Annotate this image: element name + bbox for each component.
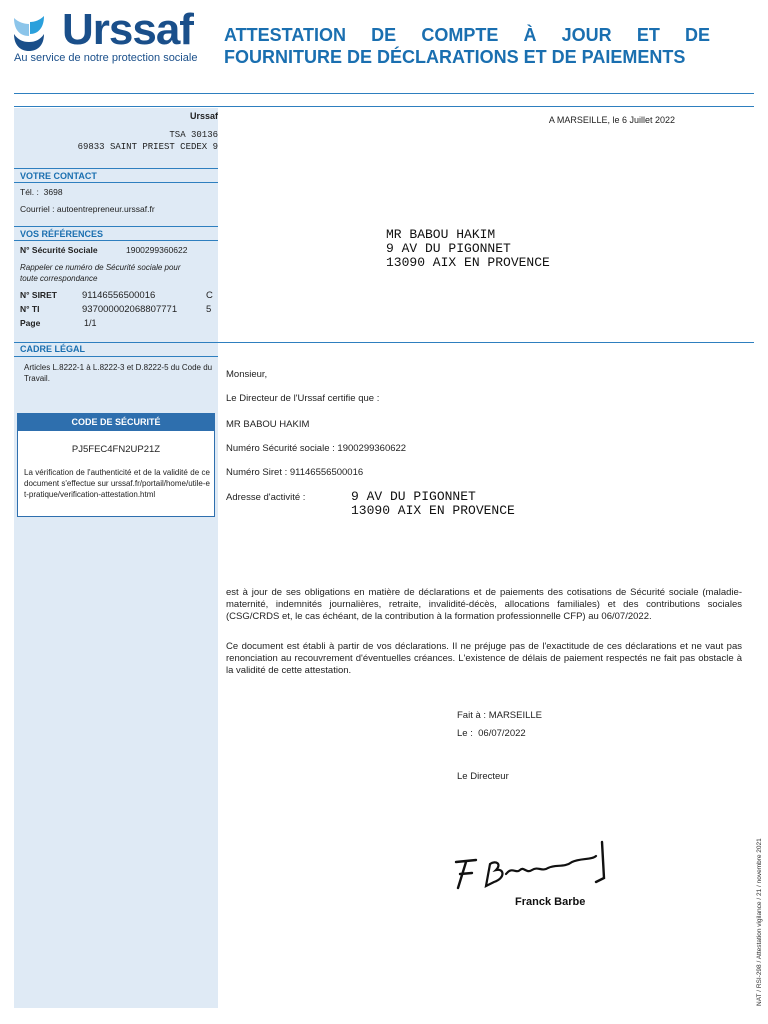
- security-heading: CODE DE SÉCURITÉ: [18, 414, 214, 431]
- certify-text: Le Directeur de l'Urssaf certifie que :: [226, 393, 380, 404]
- le-value: 06/07/2022: [478, 728, 526, 739]
- fait-label: Fait à :: [457, 710, 487, 721]
- sender-line-1: TSA 30136: [169, 130, 218, 140]
- contact-tel: [20, 187, 63, 197]
- ti-suffix: 5: [206, 304, 212, 315]
- salutation: Monsieur,: [226, 369, 268, 380]
- ti-label: N° TI: [20, 304, 40, 314]
- urssaf-logo-icon: [12, 14, 46, 52]
- security-text: La vérification de l'authenticité et de la validité de ce document s'effectue sur urssaf.fr/portail/home/utile-et-pratique/verification-attestation.html: [24, 468, 210, 499]
- brand-name: Urssaf: [62, 5, 193, 54]
- legal-text: Articles L.8222-1 à L.8222-3 et D.8222-5 du Code du Travail.: [24, 363, 213, 383]
- email-value: autoentrepreneur.urssaf.fr: [56, 204, 155, 214]
- recipient-line-2: 9 AV DU PIGONNET: [386, 241, 511, 256]
- recipient-line-1: MR BABOU HAKIM: [386, 227, 496, 242]
- handwritten-signature: [446, 838, 616, 894]
- siret-label: N° SIRET: [20, 290, 57, 300]
- date-line: [457, 728, 526, 739]
- title-line-2: FOURNITURE DE DÉCLARATIONS ET DE PAIEMENTS: [224, 47, 686, 67]
- recipient-address: [386, 228, 550, 270]
- nss-label: N° Sécurité Sociale: [20, 245, 98, 255]
- activity-line-2: 13090 AIX EN PROVENCE: [351, 503, 515, 518]
- header-divider: [14, 93, 754, 94]
- recipient-line-3: 13090 AIX EN PROVENCE: [386, 255, 550, 270]
- tel-value: 3698: [43, 187, 63, 197]
- siret-suffix: C: [206, 290, 213, 301]
- paragraph-disclaimer: Ce document est établi à partir de vos déclarations. Il ne préjuge pas de l'exactitude de ces déclarations et ne vaut pas renonciation au recouvrement d'éventuelles créances. L'existence de délais de paiement respectés ne fait pas obstacle à la validité de cette attestation.: [226, 641, 742, 676]
- activity-line-1: 9 AV DU PIGONNET: [351, 489, 476, 504]
- references-heading: VOS RÉFÉRENCES: [14, 226, 218, 241]
- paragraph-obligations: est à jour de ses obligations en matière de déclarations et de paiements des cotisations de Sécurité sociale (maladie-maternité, indemnités journalières, retraite, invalidité-décès, allocations familiales) et des contributions sociales (CSG/CRDS et, le cas échéant, de la contribution à la formation professionnelle CFP) au 06/07/2022.: [226, 587, 742, 622]
- ti-value: 937000002068807771: [82, 304, 178, 315]
- certified-siret: Numéro Siret : 91146556500016: [226, 467, 364, 478]
- sender-line-2: 69833 SAINT PRIEST CEDEX 9: [77, 142, 218, 152]
- place-date: A MARSEILLE, le 6 Juillet 2022: [548, 115, 675, 125]
- header-divider-2: [14, 106, 754, 107]
- contact-heading: VOTRE CONTACT: [14, 168, 218, 183]
- form-reference: NAT / RSI-298 / Attestation vigilance / 21 / novembre 2021: [756, 838, 763, 1006]
- page-value: 1/1: [84, 318, 97, 328]
- activity-label: Adresse d'activité :: [226, 492, 306, 503]
- nss-reminder: Rappeler ce numéro de Sécurité sociale pour toute correspondance: [20, 263, 181, 283]
- activity-address: [351, 490, 515, 518]
- signatory-name: Franck Barbe: [515, 896, 586, 908]
- certified-name: MR BABOU HAKIM: [226, 419, 310, 430]
- nss-value: 1900299360622: [126, 245, 188, 255]
- page-label: Page: [20, 318, 41, 328]
- le-label: Le :: [457, 728, 473, 739]
- brand-tagline: Au service de notre protection sociale: [14, 52, 198, 64]
- fait-value: MARSEILLE: [488, 710, 543, 721]
- sidebar: [14, 108, 218, 1008]
- security-code: PJ5FEC4FN2UP21Z: [71, 444, 161, 455]
- email-label: Courriel :: [20, 204, 55, 214]
- siret-value: 91146556500016: [82, 290, 156, 301]
- legal-heading: CADRE LÉGAL: [14, 342, 218, 357]
- document-title: [224, 24, 710, 68]
- title-line-1: ATTESTATION DE COMPTE À JOUR ET DE: [224, 25, 710, 45]
- director-title: Le Directeur: [457, 771, 509, 782]
- sender-name: Urssaf: [189, 111, 218, 121]
- fait-a: [457, 710, 542, 721]
- tel-label: Tél. :: [20, 187, 39, 197]
- contact-email: [20, 204, 155, 214]
- certified-nss: Numéro Sécurité sociale : 1900299360622: [226, 443, 407, 454]
